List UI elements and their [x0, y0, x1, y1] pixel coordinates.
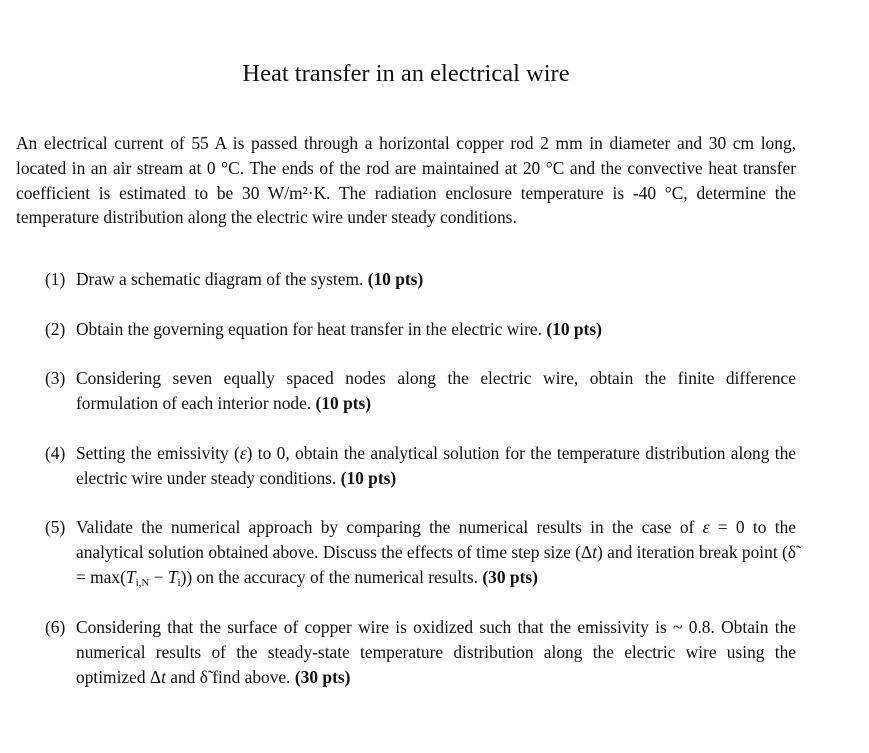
question-4 — [45, 441, 796, 491]
subscript: i,N — [135, 576, 150, 589]
problem-statement: An electrical current of 55 A is passed through a horizontal copper rod 2 mm in diameter and 30 cm long, located in an air stream at 0 °C. The ends of the rod are maintained at 20 °C and the convective heat transfer coefficient is estimated to be 30 W/m²·K. The radiation enclosure temperature is -40 °C, determine the temperature distribution along the electric wire under steady conditions. — [16, 133, 796, 228]
points-label: (10 pts) — [546, 319, 602, 339]
points-label: (10 pts) — [340, 467, 397, 488]
emissivity-symbol: ε — [239, 443, 247, 463]
time-symbol: t — [161, 666, 166, 687]
subscript: i — [177, 576, 181, 589]
points-label: (30 pts) — [294, 666, 351, 687]
question-1 — [45, 267, 796, 292]
question-text-part: − — [149, 566, 168, 587]
question-text: Draw a schematic diagram of the system. — [76, 269, 364, 289]
points-label: (10 pts) — [315, 392, 372, 413]
question-number: (1) — [45, 269, 66, 289]
emissivity-symbol: ε — [702, 517, 710, 537]
question-number: (5) — [45, 517, 66, 537]
question-number: (4) — [45, 443, 66, 463]
temperature-symbol: T — [125, 566, 136, 587]
points-label: (10 pts) — [367, 269, 424, 289]
question-text-part: Considering that the surface of copper wire is oxidized such that the emissivity is ~ 0.8. Obtain the numerical results of the steady-state temperature distribution along the electric wire using the optimized Δ — [76, 617, 796, 687]
question-2 — [45, 317, 796, 342]
question-text-part: ) to 0, obtain the analytical solution for the temperature distribution along the electric wire under steady conditions. — [76, 443, 796, 488]
question-text-part: Validate the numerical approach by comparing the numerical results in the case of — [76, 517, 703, 537]
question-text: Obtain the governing equation for heat transfer in the electric wire. — [76, 319, 542, 339]
points-label: (30 pts) — [482, 566, 538, 587]
question-text-part: = 0 to the analytical solution obtained above. Discuss the effects of time step size (Δ — [76, 517, 796, 562]
question-text-part: and δ̃ find above. — [165, 666, 291, 687]
question-text-part: Setting the emissivity ( — [76, 443, 240, 463]
question-text: Considering seven equally spaced nodes along the electric wire, obtain the finite difference formulation of each interior node. — [76, 368, 796, 413]
question-number: (6) — [45, 617, 66, 637]
question-number: (2) — [45, 319, 66, 339]
page-title: Heat transfer in an electrical wire — [242, 60, 570, 87]
question-number: (3) — [45, 368, 66, 388]
question-5 — [45, 515, 796, 589]
time-symbol: t — [592, 541, 597, 562]
question-text-part: ) and iteration break point (δ̃ = max( — [76, 541, 796, 587]
question-3 — [45, 366, 796, 416]
question-6 — [45, 615, 796, 689]
temperature-symbol: T — [167, 566, 178, 587]
question-text-part: )) on the accuracy of the numerical results. — [180, 566, 479, 587]
